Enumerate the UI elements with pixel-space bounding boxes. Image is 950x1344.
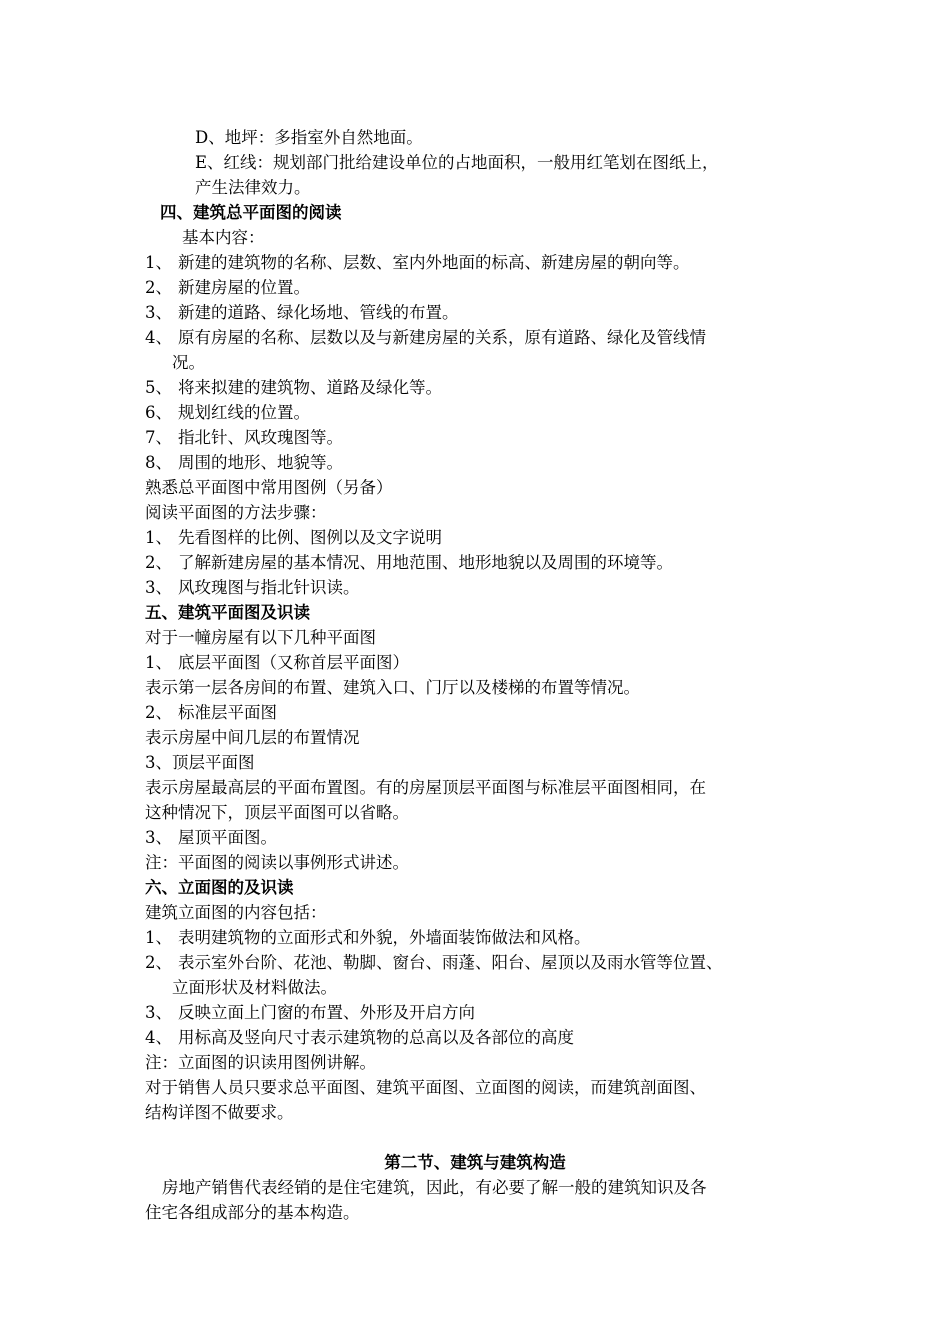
paragraph: 对于销售人员只要求总平面图、建筑平面图、立面图的阅读，而建筑剖面图、 [145,1078,706,1097]
paragraph: 住宅各组成部分的基本构造。 [145,1203,360,1222]
list-item: 2、 标准层平面图 [145,703,277,722]
paragraph: 表示第一层各房间的布置、建筑入口、门厅以及楼梯的布置等情况。 [145,678,640,697]
item-d-ground: D、地坪：多指室外自然地面。 [195,128,423,147]
list-item-cont: 立面形状及材料做法。 [172,978,337,997]
list-item: 2、 了解新建房屋的基本情况、用地范围、地形地貌以及周围的环境等。 [145,553,673,572]
basic-content-label: 基本内容： [182,228,265,247]
list-item: 1、 新建的建筑物的名称、层数、室内外地面的标高、新建房屋的朝向等。 [145,253,690,272]
list-item: 1、 底层平面图（又称首层平面图） [145,653,409,672]
section4-heading: 四、建筑总平面图的阅读 [160,203,342,222]
legend-note: 熟悉总平面图中常用图例（另备） [145,478,393,497]
item-e-redline: E、红线：规划部门批给建设单位的占地面积，一般用红笔划在图纸上， [195,153,719,172]
list-item: 5、 将来拟建的建筑物、道路及绿化等。 [145,378,442,397]
list-item: 3、 反映立面上门窗的布置、外形及开启方向 [145,1003,475,1022]
item-e-redline-cont: 产生法律效力。 [195,178,311,197]
steps-intro: 阅读平面图的方法步骤： [145,503,327,522]
list-item: 8、 周围的地形、地貌等。 [145,453,343,472]
list-item: 1、 先看图样的比例、图例以及文字说明 [145,528,442,547]
list-item: 2、 表示室外台阶、花池、勒脚、窗台、雨蓬、阳台、屋顶以及雨水管等位置、 [145,953,723,972]
section5-heading: 五、建筑平面图及识读 [145,603,310,622]
section2-title: 第二节、建筑与建筑构造 [384,1153,566,1172]
note: 注：平面图的阅读以事例形式讲述。 [145,853,409,872]
list-item: 4、 原有房屋的名称、层数以及与新建房屋的关系，原有道路、绿化及管线情 [145,328,706,347]
section5-intro: 对于一幢房屋有以下几种平面图 [145,628,376,647]
list-item: 3、 屋顶平面图。 [145,828,277,847]
list-item-cont: 况。 [172,353,205,372]
paragraph: 结构详图不做要求。 [145,1103,294,1122]
list-item: 4、 用标高及竖向尺寸表示建筑物的总高以及各部位的高度 [145,1028,574,1047]
list-item: 1、 表明建筑物的立面形式和外貌，外墙面装饰做法和风格。 [145,928,591,947]
list-item: 3、 风玫瑰图与指北针识读。 [145,578,360,597]
list-item: 7、 指北针、风玫瑰图等。 [145,428,343,447]
paragraph: 表示房屋最高层的平面布置图。有的房屋顶层平面图与标准层平面图相同，在 [145,778,706,797]
list-item: 3、顶层平面图 [145,753,255,772]
list-item: 6、 规划红线的位置。 [145,403,310,422]
list-item: 2、 新建房屋的位置。 [145,278,310,297]
paragraph: 表示房屋中间几层的布置情况 [145,728,360,747]
section6-intro: 建筑立面图的内容包括： [145,903,327,922]
list-item: 3、 新建的道路、绿化场地、管线的布置。 [145,303,459,322]
paragraph: 房地产销售代表经销的是住宅建筑，因此，有必要了解一般的建筑知识及各 [162,1178,707,1197]
paragraph: 这种情况下，顶层平面图可以省略。 [145,803,409,822]
note: 注：立面图的识读用图例讲解。 [145,1053,376,1072]
section6-heading: 六、立面图的及识读 [145,878,294,897]
